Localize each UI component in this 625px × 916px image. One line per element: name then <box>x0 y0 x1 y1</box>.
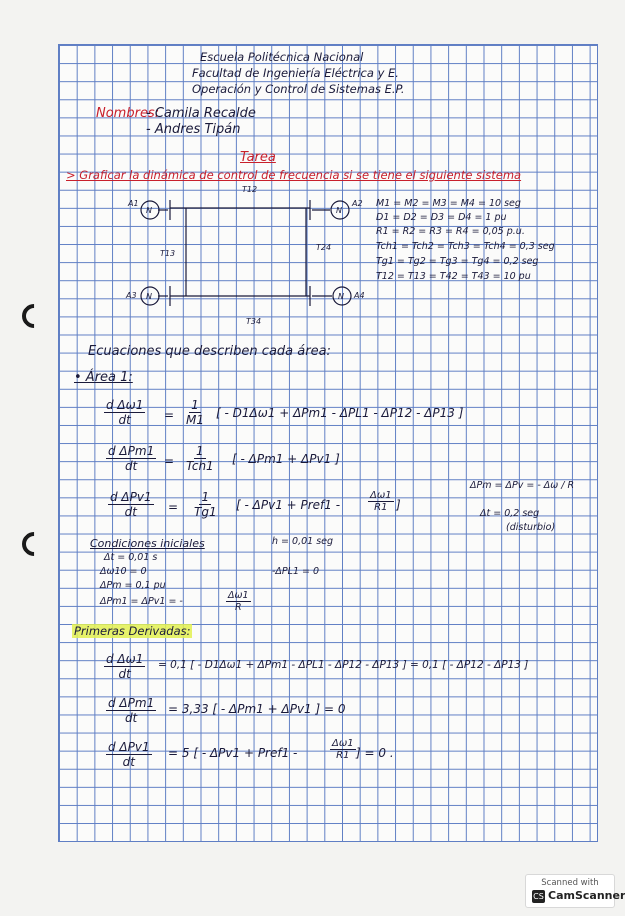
camscanner-watermark <box>525 874 625 908</box>
eq2-equals: = <box>164 454 175 468</box>
area-label-3: A3 <box>126 291 137 300</box>
param-1: M1 = M2 = M3 = M4 = 10 seg <box>376 198 521 209</box>
eq3-close-bracket: ] <box>396 498 401 512</box>
area-label-4: A4 <box>354 291 365 300</box>
step-size: h = 0,01 seg <box>272 536 334 547</box>
param-4: Tch1 = Tch2 = Tch3 = Tch4 = 0,3 seg <box>376 241 555 252</box>
four-area-system-diagram <box>120 180 370 330</box>
eq2-lhs: d ΔPm1 dt <box>108 444 155 473</box>
area-1-heading: • Área 1: <box>74 370 133 385</box>
d1-lhs: $\frac{\text{d Δω1}}{dt}$ <box>106 652 144 681</box>
name-2: - Andres Tipán <box>146 122 241 137</box>
task-prompt: > Graficar la dinámica de control de frecuencia si se tiene el siguiente sistema <box>66 168 522 182</box>
initial-dt: Δt = 0,01 s <box>104 552 158 563</box>
initial-pm1-frac: $\frac{\Delta\omega 1}{R}$ <box>228 590 249 613</box>
initial-pm1: ΔPm1 = ΔPv1 = - <box>100 596 183 607</box>
eq3-droop-term: $\frac{\Delta\omega 1}{R1}$ <box>370 490 392 513</box>
gen-symbol-2: N <box>336 206 342 215</box>
initial-load: -ΔPL1 = 0 <box>272 566 320 577</box>
name-1: - Camila Recalde <box>146 106 256 121</box>
gen-symbol-1: N <box>146 206 152 215</box>
side-note-1: ΔPm = ΔPv = - Δω / R <box>470 480 575 491</box>
eq3-rhs: [ - ΔPv1 + Pref1 - <box>236 498 341 512</box>
eq1-rhs: [ - D1Δω1 + ΔPm1 - ΔPL1 - ΔP12 - ΔP13 ] <box>216 406 464 420</box>
header-line-3: Operación y Control de Sistemas E.P. <box>192 82 405 96</box>
param-2: D1 = D2 = D3 = D4 = 1 pu <box>376 212 507 223</box>
area-label-2: A2 <box>352 199 363 208</box>
eq1-equals: = <box>164 408 175 422</box>
task-title: Tarea <box>240 150 276 165</box>
tie-label-34: T34 <box>246 317 262 326</box>
eq2-coefficient: 1 Tch1 <box>186 444 214 473</box>
d3-rhs: = 5 [ - ΔPv1 + Pref1 - <box>168 746 298 760</box>
equations-heading: Ecuaciones que describen cada área: <box>88 344 331 359</box>
eq3-lhs: d ΔPv1 dt <box>110 490 152 519</box>
initial-pm0: ΔPm = 0,1 pu <box>100 580 166 591</box>
tie-label-12: T12 <box>242 185 258 194</box>
area-label-1: A1 <box>128 199 139 208</box>
camscanner-logo-icon: CS <box>533 892 544 901</box>
header-line-1: Escuela Politécnica Nacional <box>200 50 364 64</box>
side-note-2: Δt = 0,2 seg <box>480 508 540 519</box>
d3-droop-term: $\frac{\Delta\omega 1}{R1}$ <box>332 738 354 761</box>
watermark-line-1: Scanned with <box>541 878 599 888</box>
eq1-lhs: $\frac{\text{d Δω1}}{dt}$ <box>106 398 144 427</box>
eq2-rhs: [ - ΔPm1 + ΔPv1 ] <box>232 452 340 466</box>
header-line-2: Facultad de Ingeniería Eléctrica y E. <box>192 66 399 80</box>
initial-omega: Δω10 = 0 <box>100 566 147 577</box>
gen-symbol-4: N <box>338 292 344 301</box>
d2-rhs: = 3,33 [ - ΔPm1 + ΔPv1 ] = 0 <box>168 702 346 716</box>
names-label: Nombres: <box>96 106 160 121</box>
param-5: Tg1 = Tg2 = Tg3 = Tg4 = 0,2 seg <box>376 256 539 267</box>
d3-tail: ] = 0 . <box>356 746 394 760</box>
gen-symbol-3: N <box>146 292 152 301</box>
tie-label-13: T13 <box>160 249 176 258</box>
binder-hole-top <box>18 304 44 330</box>
d2-lhs: d ΔPm1 dt <box>108 696 155 725</box>
param-3: R1 = R2 = R3 = R4 = 0,05 p.u. <box>376 226 525 237</box>
binder-hole-bottom <box>18 532 44 558</box>
d1-rhs: = 0,1 [ - D1Δω1 + ΔPm1 - ΔPL1 - ΔP12 - ΔP13 ] = 0,1 [ - ΔP12 - ΔP13 ] <box>158 659 529 671</box>
eq1-coefficient: $\frac{1}{M1}$ <box>186 398 204 427</box>
watermark-line-2: CamScanner <box>548 889 625 902</box>
d3-lhs: d ΔPv1 dt <box>108 740 150 769</box>
eq3-coefficient: $\frac{1}{Tg1}$ <box>194 490 217 519</box>
eq3-equals: = <box>168 500 179 514</box>
param-6: T12 = T13 = T42 = T43 = 10 pu <box>376 271 531 282</box>
derivatives-title: Primeras Derivadas: <box>74 624 191 638</box>
tie-label-24: T24 <box>316 243 332 252</box>
side-note-3: (disturbio) <box>506 522 556 533</box>
initial-conditions-title: Condiciones iniciales <box>90 537 205 550</box>
